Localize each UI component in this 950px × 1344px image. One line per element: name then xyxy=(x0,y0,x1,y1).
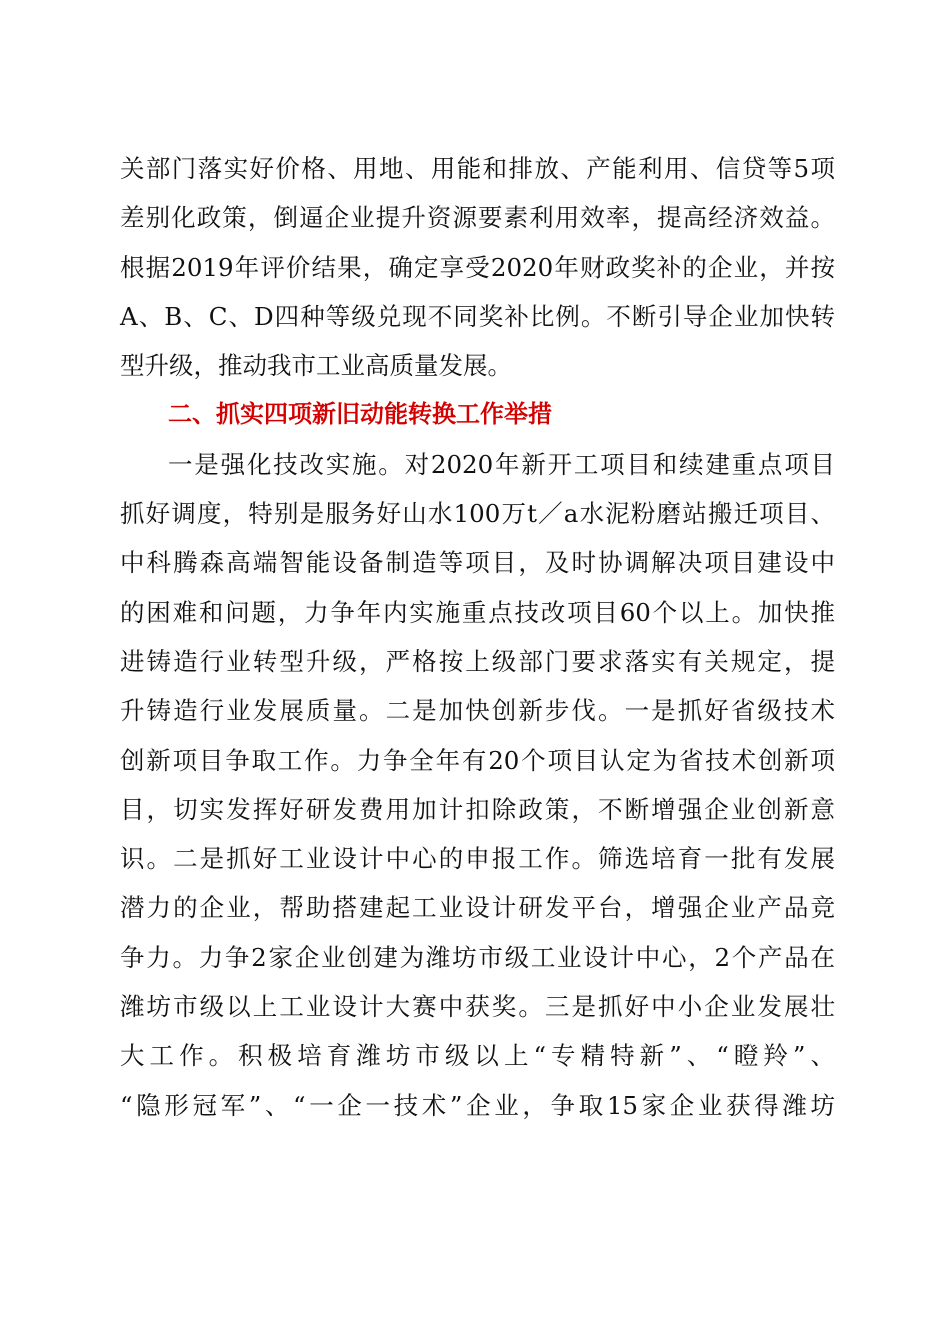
paragraph-line: 差别化政策，倒逼企业提升资源要素利用效率，提高经济效益。 xyxy=(120,203,835,233)
paragraph-line: 大工作。积极培育潍坊市级以上“专精特新”、“瞪羚”、 xyxy=(120,1041,835,1071)
paragraph-line: 一是强化技改实施。对2020年新开工项目和续建重点项目 xyxy=(168,449,835,479)
paragraph-line: 关部门落实好价格、用地、用能和排放、产能利用、信贷等5项 xyxy=(120,154,835,183)
document-body xyxy=(120,144,835,1130)
paragraph-line: 潍坊市级以上工业设计大赛中获奖。三是抓好中小企业发展壮 xyxy=(120,992,835,1022)
paragraph-line: 目，切实发挥好研发费用加计扣除政策，不断增强企业创新意 xyxy=(120,794,835,824)
paragraph-line: 争力。力争2家企业创建为潍坊市级工业设计中心，2个产品在 xyxy=(120,942,835,972)
paragraph-line: 抓好调度，特别是服务好山水100万t／a水泥粉磨站搬迁项目、 xyxy=(120,499,835,529)
paragraph-line: 进铸造行业转型升级，严格按上级部门要求落实有关规定，提 xyxy=(120,646,835,676)
paragraph-line: 中科腾森高端智能设备制造等项目，及时协调解决项目建设中 xyxy=(120,548,835,578)
paragraph-line: 根据2019年评价结果，确定享受2020年财政奖补的企业，并按 xyxy=(120,252,835,282)
paragraph-line: 升铸造行业发展质量。二是加快创新步伐。一是抓好省级技术 xyxy=(120,696,835,726)
paragraph-line: 识。二是抓好工业设计中心的申报工作。筛选培育一批有发展 xyxy=(120,844,835,874)
paragraph-line: “隐形冠军”、“一企一技术”企业，争取15家企业获得潍坊 xyxy=(120,1090,835,1120)
paragraph-line: 创新项目争取工作。力争全年有20个项目认定为省技术创新项 xyxy=(120,745,835,775)
paragraph-line: A、B、C、D四种等级兑现不同奖补比例。不断引导企业加快转 xyxy=(120,301,835,331)
section-heading: 二、抓实四项新旧动能转换工作举措 xyxy=(168,400,552,429)
paragraph-line: 的困难和问题，力争年内实施重点技改项目60个以上。加快推 xyxy=(120,597,835,627)
paragraph-line: 潜力的企业，帮助搭建起工业设计研发平台，增强企业产品竞 xyxy=(120,893,835,923)
paragraph-line: 型升级，推动我市工业高质量发展。 xyxy=(120,351,512,381)
